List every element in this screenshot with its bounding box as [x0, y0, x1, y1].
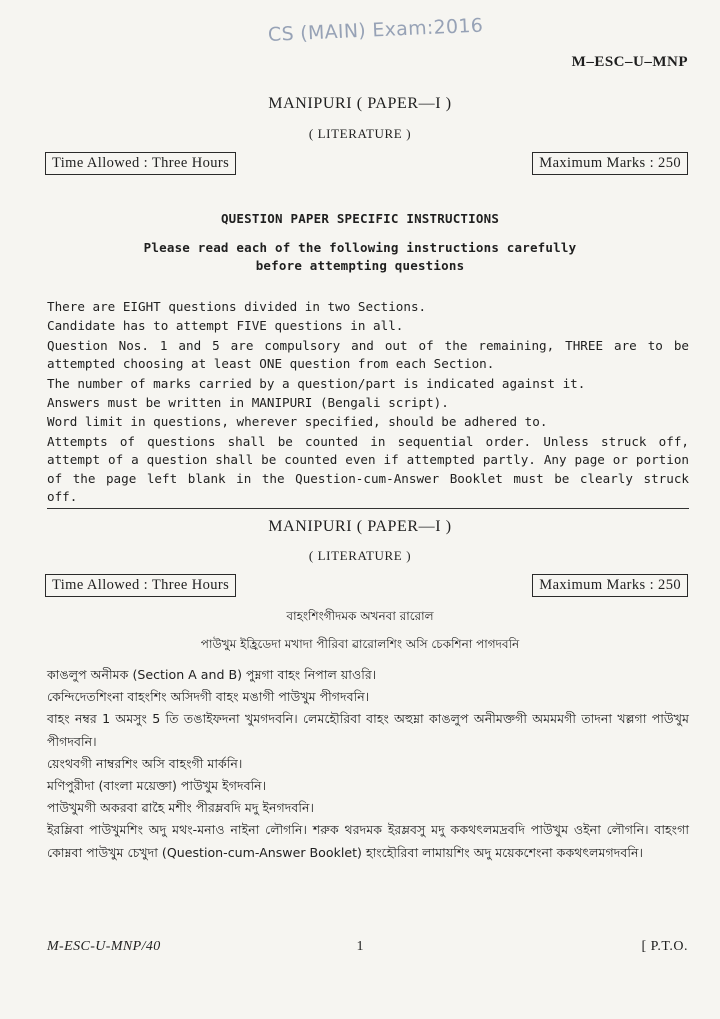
instruction-item: Answers must be written in MANIPURI (Bengali script). — [47, 395, 449, 411]
bengali-item: য়েংথবগী নাম্বরশিং অসি বাহংগী মার্কনি। — [47, 755, 243, 771]
time-allowed-box-repeat: Time Allowed : Three Hours — [45, 574, 236, 597]
bengali-item: মণিপুরীদা (বাংলা ময়েক্তা) পাউখুম ইগদবনি। — [47, 778, 267, 794]
pto-label: [ P.T.O. — [641, 939, 688, 954]
bengali-item: কেন্দিদেতশিংনা বাহংশিং অসিদগী বাহং মঙাগী পাউখুম পীগদবনি। — [47, 689, 370, 705]
instruction-item: Candidate has to attempt FIVE questions in all. — [47, 318, 404, 334]
instruction-item: The number of marks carried by a question/part is indicated against it. — [47, 375, 586, 391]
bengali-item: বাহং নম্বর 1 অমসুং 5 তি তঙাইফদনা খুমগদবনি। লেমহৌরিবা বাহং অহুম্না কাঙলুপ অনীমক্তগী অমমমগী তাদনা খল্লগা পাউখুম পীগদবনি। — [47, 711, 689, 749]
section-divider — [47, 508, 689, 509]
paper-code: M–ESC–U–MNP — [571, 54, 688, 70]
paper-subtitle: ( LITERATURE ) — [308, 126, 412, 141]
exam-stamp: CS (MAIN) Exam:2016 — [267, 14, 484, 46]
paper-title-repeat: MANIPURI ( PAPER—I ) — [268, 518, 452, 535]
page-number: 1 — [356, 939, 364, 954]
instructions-list — [47, 298, 689, 506]
footer-code: M-ESC-U-MNP/40 — [47, 939, 161, 954]
instructions-heading: QUESTION PAPER SPECIFIC INSTRUCTIONS — [220, 211, 500, 226]
instruction-item: Attempts of questions shall be counted in sequential order. Unless struck off, attempt of a question shall be counted even if attempted partly. Any page or portion of the page left blank in the Question-cum-Answer Booklet must be clearly struck off. — [47, 433, 689, 505]
instructions-subheading-2: before attempting questions — [255, 258, 465, 273]
instruction-item: Word limit in questions, wherever specified, should be adhered to. — [47, 414, 548, 430]
bengali-item: কাঙলুপ অনীমক (Section A and B) পুম্নগা বাহং নিপাল য়াওরি। — [47, 667, 377, 682]
instruction-item: There are EIGHT questions divided in two Sections. — [47, 299, 427, 314]
bengali-item: ইরম্লিবা পাউখুমশিং অদু মথং-মনাও নাইনা লৌগনি। শরুক থরদমক ইরম্লবসু মদু ককথৎলমদ্রবদি পাউখুম ওইনা লৌগনি। বাহংগা কোম্নবা পাউখুম চেখুদা (Question-cum-Answer Booklet) হাংহৌরিবা লামায়শিং অদু ময়েকশেংনা ককথৎলমগদবনি। — [47, 822, 689, 860]
bengali-instructions — [47, 664, 689, 864]
max-marks-box-repeat: Maximum Marks : 250 — [532, 574, 688, 597]
instruction-item: Question Nos. 1 and 5 are compulsory and out of the remaining, THREE are to be attempted choosing at least ONE question from each Section. — [47, 337, 689, 372]
paper-subtitle-repeat: ( LITERATURE ) — [308, 548, 412, 563]
max-marks-box: Maximum Marks : 250 — [532, 152, 688, 175]
bengali-heading-1: বাহংশিংগীদমক অখনবা রারোল — [286, 609, 434, 623]
paper-title: MANIPURI ( PAPER—I ) — [268, 95, 452, 112]
bengali-heading-2: পাউখুম ইহ্রিডেদা মখাদা পীরিবা ৱারোলশিং অসি চেকশিনা পাগদবনি — [200, 637, 520, 651]
time-allowed-box: Time Allowed : Three Hours — [45, 152, 236, 175]
instructions-subheading-1: Please read each of the following instructions carefully — [143, 240, 577, 255]
bengali-item: পাউখুমগী অকরবা ৱাহৈ মশীং পীরম্লবদি মদু ইনগদবনি। — [47, 800, 315, 816]
